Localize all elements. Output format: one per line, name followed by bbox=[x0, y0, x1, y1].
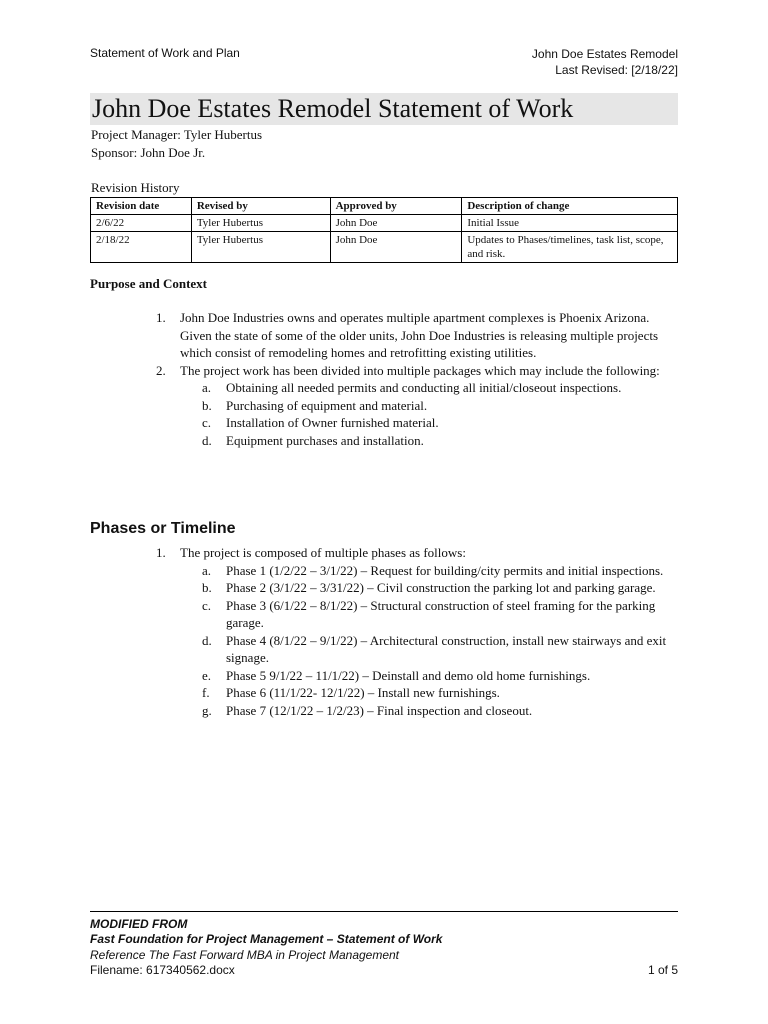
section-heading-phases: Phases or Timeline bbox=[90, 520, 236, 537]
phase-text: Phase 3 (6/1/22 – 8/1/22) – Structural construction of steel framing for the parking garage. bbox=[226, 597, 656, 630]
table-cell: 2/18/22 bbox=[91, 232, 192, 263]
phase-item bbox=[90, 597, 678, 632]
list-letter: d. bbox=[202, 432, 212, 448]
sub-list-item bbox=[90, 379, 678, 397]
list-letter: b. bbox=[202, 580, 212, 595]
sub-list-item bbox=[90, 414, 678, 432]
list-letter: f. bbox=[202, 685, 210, 700]
list-item-text: Obtaining all needed permits and conducting all initial/closeout inspections. bbox=[226, 380, 622, 395]
list-letter: b. bbox=[202, 397, 212, 413]
list-letter: c. bbox=[202, 415, 212, 430]
list-item-text: Installation of Owner furnished material. bbox=[226, 415, 439, 430]
phases-list bbox=[90, 544, 678, 719]
phase-text: Phase 1 (1/2/22 – 3/1/22) – Request for building/city permits and initial inspections. bbox=[226, 562, 664, 578]
phase-text: Phase 4 (8/1/22 – 9/1/22) – Architectural construction, install new stairways and exit signage. bbox=[226, 632, 667, 665]
phase-item bbox=[90, 702, 678, 720]
phase-item bbox=[90, 684, 678, 702]
table-cell: Initial Issue bbox=[462, 215, 678, 232]
list-item-text: The project is composed of multiple phases as follows: bbox=[180, 545, 466, 560]
table-cell: Tyler Hubertus bbox=[191, 232, 330, 263]
section-heading-purpose: Purpose and Context bbox=[90, 276, 208, 291]
footer-modified-from: MODIFIED FROM bbox=[90, 917, 188, 931]
list-letter: c. bbox=[202, 597, 212, 613]
revision-history-table bbox=[90, 197, 678, 263]
purpose-list bbox=[90, 309, 678, 449]
footer-divider bbox=[90, 911, 678, 912]
table-row bbox=[91, 232, 678, 263]
sponsor: Sponsor: John Doe Jr. bbox=[91, 145, 206, 160]
phase-text: Phase 5 9/1/22 – 11/1/22) – Deinstall and demo old home furnishings. bbox=[226, 667, 591, 683]
table-row bbox=[91, 215, 678, 232]
phase-item bbox=[90, 579, 678, 597]
column-header: Approved by bbox=[330, 198, 462, 215]
table-cell: Tyler Hubertus bbox=[191, 215, 330, 232]
list-letter: g. bbox=[202, 702, 212, 718]
header-project-name: John Doe Estates Remodel bbox=[531, 47, 678, 61]
column-header: Revised by bbox=[191, 198, 330, 215]
list-letter: a. bbox=[202, 562, 212, 578]
table-header-row bbox=[91, 198, 678, 215]
page-header-left: Statement of Work and Plan bbox=[90, 46, 240, 60]
list-item bbox=[90, 309, 678, 362]
revision-history-label: Revision History bbox=[91, 180, 180, 195]
list-number: 2. bbox=[156, 362, 166, 378]
document-title: John Doe Estates Remodel Statement of Work bbox=[90, 93, 678, 125]
phase-item bbox=[90, 562, 678, 580]
phase-text: Phase 2 (3/1/22 – 3/31/22) – Civil construction the parking lot and parking garage. bbox=[226, 580, 656, 595]
list-item-text: Equipment purchases and installation. bbox=[226, 432, 424, 448]
list-letter: e. bbox=[202, 667, 212, 683]
phase-text: Phase 7 (12/1/22 – 1/2/23) – Final inspection and closeout. bbox=[226, 702, 533, 718]
list-item-text: Purchasing of equipment and material. bbox=[226, 397, 428, 413]
sub-list-item bbox=[90, 432, 678, 450]
table-cell: John Doe bbox=[330, 232, 462, 263]
footer-filename: Filename: 617340562.docx bbox=[90, 963, 235, 977]
phase-item bbox=[90, 632, 678, 667]
table-cell: 2/6/22 bbox=[91, 215, 192, 232]
phase-text: Phase 6 (11/1/22- 12/1/22) – Install new furnishings. bbox=[226, 685, 500, 700]
footer-source: Fast Foundation for Project Management – Statement of Work bbox=[90, 932, 443, 946]
table-cell: John Doe bbox=[330, 215, 462, 232]
phase-item bbox=[90, 667, 678, 685]
column-header: Description of change bbox=[462, 198, 678, 215]
table-cell: Updates to Phases/timelines, task list, scope, and risk. bbox=[462, 232, 678, 263]
project-manager: Project Manager: Tyler Hubertus bbox=[91, 127, 263, 142]
list-letter: d. bbox=[202, 632, 212, 648]
list-number: 1. bbox=[156, 545, 166, 560]
list-letter: a. bbox=[202, 380, 212, 395]
page-header-right bbox=[532, 46, 678, 78]
list-item bbox=[90, 362, 678, 380]
list-number: 1. bbox=[156, 310, 166, 325]
footer-reference: Reference The Fast Forward MBA in Project Management bbox=[90, 948, 400, 962]
list-item-text: John Doe Industries owns and operates multiple apartment complexes is Phoenix Arizona. Given the state of some of the older units, John Doe Industries is releasing multiple projects which consist of remodeling homes and retrofitting existing utilities. bbox=[180, 310, 659, 360]
page-number: 1 of 5 bbox=[647, 963, 678, 977]
list-item-text: The project work has been divided into multiple packages which may include the following: bbox=[180, 362, 660, 378]
sub-list-item bbox=[90, 397, 678, 415]
column-header: Revision date bbox=[91, 198, 192, 215]
header-last-revised: Last Revised: [2/18/22] bbox=[555, 63, 678, 77]
list-item bbox=[90, 544, 678, 562]
